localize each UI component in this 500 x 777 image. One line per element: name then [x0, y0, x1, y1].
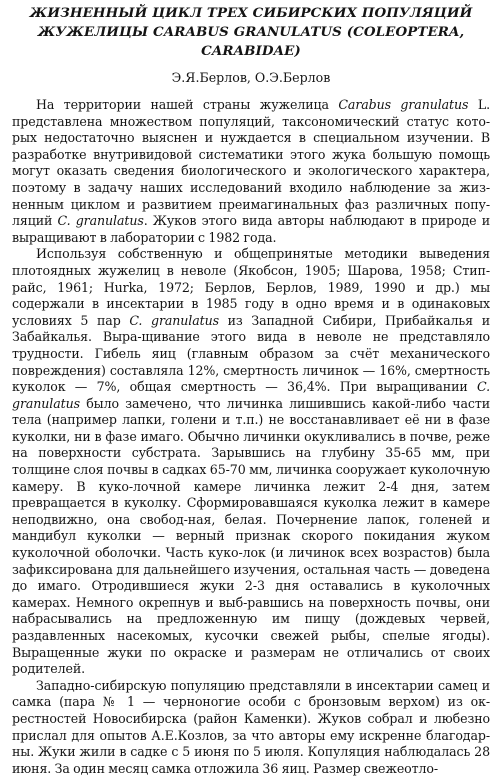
title-line-1: ЖИЗНЕННЫЙ ЦИКЛ ТРЕХ СИБИРСКИХ ПОПУЛЯЦИЙ [29, 5, 473, 21]
text-run: Используя собственную и общепринятые методики выведения плотоядных жужелиц в неволе (Якобсон, 1905; Шарова, 1958; Стип-райс, 1961; Hurka, 1972; Берлов, Берлов, 1989, 1990 и др.) мы содержали в инсектарии в 1985 году в одно время и в одинаковых условиях 5 пар [12, 246, 490, 328]
species-name: C. granulatus [57, 213, 144, 229]
text-run: На территории нашей страны жужелица [36, 97, 339, 112]
title-line-2: ЖУЖЕЛИЦЫ CARABUS GRANULATUS (COLEOPTERA, CARABIDAE) [37, 24, 465, 59]
text-run: было замечено, что личинка лишившись какой-либо части тела (например лапки, голени и т.п.) не восстанавливает её ни в фазе куколки, ни в фазе имаго. Обычно личинки окукливались в почве, реже на поверхности субстрата. Зарывшись на глубину 35-65 мм, при толщине слоя почвы в садках 65-70 мм, личинка сооружает куколочную камеру. В куко-лочной камере личинка лежит 2-4 дня, затем превращается в куколку. Сформировавшаяся куколка лежит в камере неподвижно, она свобод-ная, белая. Почернение лапок, голеней и мандибул куколки — верный признак скорого покидания жуком куколочной оболочки. Часть куко-лок (и личинок всех возрастов) была зафиксирована для дальнейшего изучения, остальная часть — доведена до имаго. Отродившиеся жуки 2-3 дня оставались в куколочных камерах. Немного окрепнув и выб-равшись на поверхность почвы, они набрасывались на предложенную им пищу (дождевых червей, раздавленных насекомых, кусочки свежей рыбы, спелые ягоды). Выращенные жуки по окраске и размерам не отличались от своих родителей. [12, 395, 490, 677]
species-name: C. granulatus [129, 312, 219, 328]
paragraph-1 [12, 97, 490, 246]
paragraph-2 [12, 246, 490, 677]
text-run: из Западной Сибири, Прибайкалья и Забайкалья. Выра-щивание этого вида в неволе не представляло трудности. Гибель яиц (главным образом за счёт механического повреждения) составляла 12%, смертность личинок — 16%, смертность куколок — 7%, общая смертность — 36,4%. При выращивании [12, 312, 490, 395]
text-run: . Жуков этого вида авторы наблюдают в природе и выращивают в лаборатории с 1982 года. [12, 213, 490, 245]
text-run: L. представлена множеством популяций, таксономический статус кото-рых недостаточно выяснен и нуждается в специальном изучении. В разработке внутривидовой систематики этого жука большую помощь могут оказать сведения биологического и экологического характера, поэтому в задачу наших исследований входило наблюдение за жиз-ненным циклом и развитием преимагинальных фаз различных попу-ляций [12, 97, 491, 229]
paragraph-3 [12, 678, 490, 777]
species-name: C. granulatus [12, 379, 490, 411]
authors: Э.Я.Берлов, О.Э.Берлов [171, 70, 331, 85]
article-title [12, 4, 490, 61]
text-run: Западно-сибирскую популяцию представляли в инсектарии самец и самка (пара № 1 — черноногие особи с бронзовым верхом) из ок-рестностей Новосибирска (район Каменки). Жуков собрал и любезно прислал для опытов А.Е.Козлов, за что авторы ему искренне благодар-ны. Жуки жили в садке с 5 июня по 5 июля. Копуляция наблюдалась 28 июня. За один месяц самка отложила 36 яиц. Размер свежеотло- [12, 677, 490, 776]
species-name: Carabus granulatus [338, 97, 469, 112]
